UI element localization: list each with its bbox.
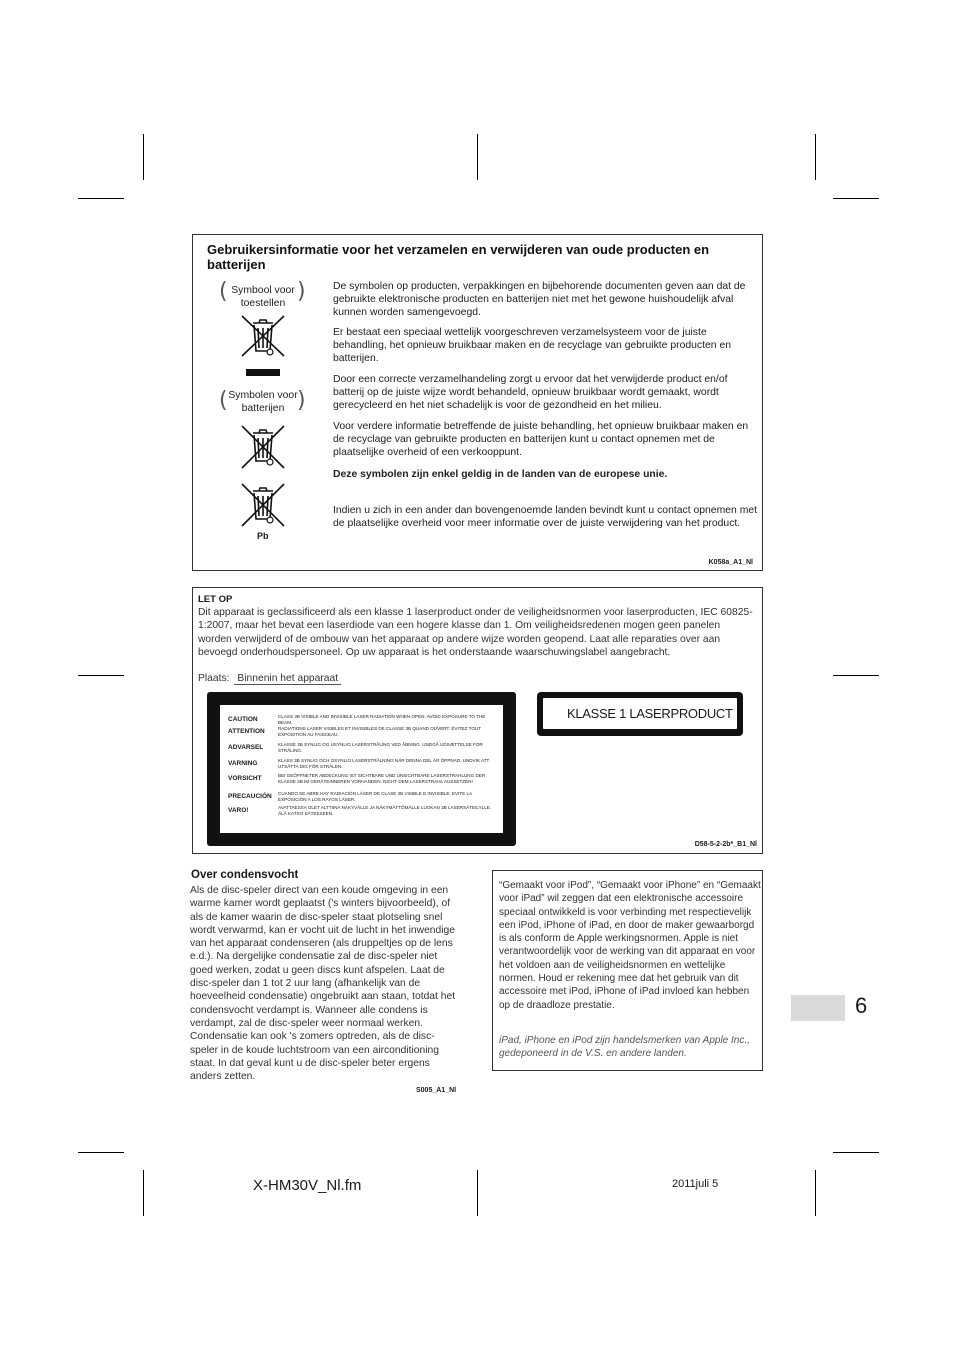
label-location — [198, 673, 341, 684]
warning-row-label: CAUTION — [228, 716, 258, 723]
warning-row-label: ATTENTION — [228, 728, 265, 735]
weee-paragraph: Voor verdere informatie betreffende de juiste behandling, het opnieuw bruikbaar maken en de recyclage van gebruikte producten en batterijen kunt u contact opnemen met de plaatselijke overheid of een verkooppunt. — [333, 421, 749, 458]
warning-row-label: PRECAUCIÓN — [228, 793, 272, 800]
warning-row-text: CLASS 3B VISIBLE AND INVISIBLE LASER RADIATION WHEN OPEN. AVOID EXPOSURE TO THE BEAM. — [278, 714, 486, 725]
condensation-text: Als de disc-speler direct van een koude omgeving in een warme kamer wordt geplaatst ('s winters bijvoorbeeld), of als de kamer waarin de disc-speler staat plotseling snel wordt verwarmd, kan er vocht uit de lucht in het inwendige van het apparaat condenseren (als druppeltjes op de lens e.d.). Na dergelijke condensatie zal de disc-speler niet goed werken, zodat u geen discs kunt afspelen. Laat de disc-speler dan 1 tot 2 uur lang (afhankelijk van de hoeveelheid condensatie) ongebruikt aan staan, totdat het condensvocht verdampt is. Wanneer alle condens is verdampt, zal de disc-speler weer normaal werken. Condensatie kan ook 's zomers optreden, als de disc-speler in de koude luchtstroom van een airconditioning staat. In dat geval kunt u de disc-speler beter ergens anders zetten. — [190, 885, 456, 1083]
weee-paragraph: De symbolen op producten, verpakkingen en bijbehorende documenten geven aan dat de gebruikte elektronische producten en batterijen niet met het gewone huishoudelijk afval kunnen worden samengevoegd. — [333, 281, 746, 318]
symbol-devices-label: Symbool voor toestellen — [231, 285, 295, 309]
weee-info-box — [192, 234, 763, 571]
weee-title: Gebruikersinformatie voor het verzamelen en verwijderen van oude producten en batterijen — [207, 242, 710, 272]
bracket-left-icon: ( — [219, 279, 228, 304]
caution-heading: LET OP — [198, 594, 233, 605]
footer-filename: X-HM30V_Nl.fm — [253, 1177, 362, 1194]
ipod-trademark-note: iPad, iPhone en iPod zijn handelsmerken van Apple Inc., gedeponeerd in de V.S. en andere landen. — [499, 1035, 750, 1060]
warning-row-text: KLASSE 3B SYNLIG OG USYNLIG LASERSTRÅLING VED ÅBNING. UNDGÅ UDSÆTTELSE FOR STRÅLING. — [278, 742, 483, 753]
warning-row-label: VARNING — [228, 760, 258, 767]
crop-mark — [477, 1170, 478, 1216]
crossed-bin-pb-icon — [239, 481, 287, 529]
weee-paragraph: Er bestaat een speciaal wettelijk voorgeschreven verzamelsysteem voor de juiste behandling, het opnieuw bruikbaar maken en de recyclage van gebruikte producten en batterijen. — [333, 327, 731, 364]
ipod-text: “Gemaakt voor iPod”, “Gemaakt voor iPhone” en “Gemaakt voor iPad” wil zeggen dat een elektronische accessoire speciaal ontwikkeld is voor verbinding met respectievelijk een iPod, iPhone of iPad, en door de maker gewaarborgd is als conform de Apple werkingsnormen. Apple is niet verantwoordelijk voor de werking van dit apparaat en voor het voldoen aan de veiligheidsnormen en wettelijke normen. Houd er rekening mee dat het gebruik van dit accessoire met iPod, iPhone of iPad invloed kan hebben op de draadloze prestatie. — [499, 880, 761, 1011]
crop-mark — [78, 1152, 124, 1153]
crop-mark — [815, 134, 816, 180]
warning-row-text: BEI GEÖFFNETER ABDECKUNG IST SICHTBARE UND UNSICHTBARE LASERSTRAHLUNG DER KLASSE 3B IM GERÄTEINNEREN VORHANDEN. NICHT DEM LASERSTRAHL AUSSETZEN! — [278, 773, 486, 784]
symbol-batteries-label: Symbolen voor batterijen — [228, 390, 298, 414]
doc-code: S005_A1_Nl — [416, 1087, 457, 1094]
crop-mark — [833, 675, 879, 676]
warning-row-text: CUANDO SE ABRE HAY RADIACIÓN LÁSER DE CLASE 3B VISIBLE E INVISIBLE. EVITE LA EXPOSICIÓN A LOS RAYOS LÁSER. — [278, 791, 472, 802]
class1-label-text: KLASSE 1 LASERPRODUCT — [543, 698, 737, 729]
weee-paragraph: Indien u zich in een ander dan bovengenoemde landen bevindt kunt u contact opnemen met de plaatselijke overheid voor meer informatie over de juiste verwijdering van het product. — [333, 505, 758, 529]
crop-mark — [143, 1170, 144, 1216]
warning-label-inner — [220, 705, 503, 833]
warning-row-text: KLASS 3B SYNLIG OCH OSYNLIG LASERSTRÅLNING NÄR DENNA DEL ÄR ÖPPNAD. UNDVIK ATT UTSÄTTA DIG FÖR STRÅLEN. — [278, 758, 490, 769]
warning-row-label: VORSICHT — [228, 775, 262, 782]
ipod-info-box — [492, 870, 763, 1071]
place-label: Plaats: — [198, 673, 230, 684]
page-tab — [791, 995, 845, 1021]
warning-row-text: AVATTAESSA OLET ALTTIINA NÄKYVÄLLE JA NÄKYMÄTTÖMÄLLE LUOKAN 3B LASERSÄTEILYLLE. ÄLÄ KATSO SÄTEESEEN. — [278, 805, 492, 816]
pb-label: Pb — [257, 531, 269, 541]
page-number: 6 — [855, 993, 868, 1018]
black-bar — [246, 369, 280, 376]
footer-date: 2011juli 5 — [672, 1178, 719, 1190]
crop-mark — [833, 1152, 879, 1153]
crop-mark — [78, 198, 124, 199]
crop-mark — [477, 134, 478, 180]
doc-code: K058a_A1_Nl — [708, 559, 753, 566]
class1-label — [537, 692, 743, 736]
crop-mark — [78, 675, 124, 676]
bracket-right-icon: ) — [297, 279, 306, 304]
laser-warning-label — [207, 692, 516, 846]
bracket-right-icon: ) — [297, 388, 306, 413]
weee-paragraph: Door een correcte verzamelhandeling zorgt u ervoor dat het verwijderde product en/of batterij op de juiste wijze wordt behandeld, opnieuw bruikbaar wordt gemaakt, wordt gerecycleerd en het niet schadelijk is voor de gezondheid en het milieu. — [333, 374, 728, 411]
warning-row-label: VARO! — [228, 807, 249, 814]
doc-code: D58-5-2-2b*_B1_Nl — [694, 841, 757, 848]
laser-caution-box — [192, 587, 763, 854]
condensation-title: Over condensvocht — [191, 869, 299, 881]
crossed-bin-battery-icon — [239, 423, 287, 471]
weee-eu-note: Deze symbolen zijn enkel geldig in de landen van de europese unie. — [333, 469, 668, 480]
bracket-left-icon: ( — [219, 388, 228, 413]
caution-text: Dit apparaat is geclassificeerd als een klasse 1 laserproduct onder de veiligheidsnormen voor laserproducten, IEC 60825-1:2007, maar het bevat een laserdiode van een hogere klasse dan 1. Om veiligheidsredenen mogen geen panelen worden verwijderd of de ombouw van het apparaat op andere wijze worden geopend. Laat alle reparaties over aan bevoegd onderhoudspersoneel. Op uw apparaat is het onderstaande waarschuwingslabel aangebracht. — [198, 607, 753, 658]
crop-mark — [143, 134, 144, 180]
crossed-bin-icon — [239, 313, 287, 359]
warning-row-text: RADIATIONS LASER VISIBLES ET INVISIBLES DE CLASSE 3B QUAND OUVERT. ÉVITEZ TOUT EXPOSITION AU FAISCEAU. — [278, 726, 481, 737]
warning-row-label: ADVARSEL — [228, 744, 264, 751]
crop-mark — [815, 1170, 816, 1216]
crop-mark — [833, 198, 879, 199]
place-value: Binnenin het apparaat — [234, 673, 341, 685]
